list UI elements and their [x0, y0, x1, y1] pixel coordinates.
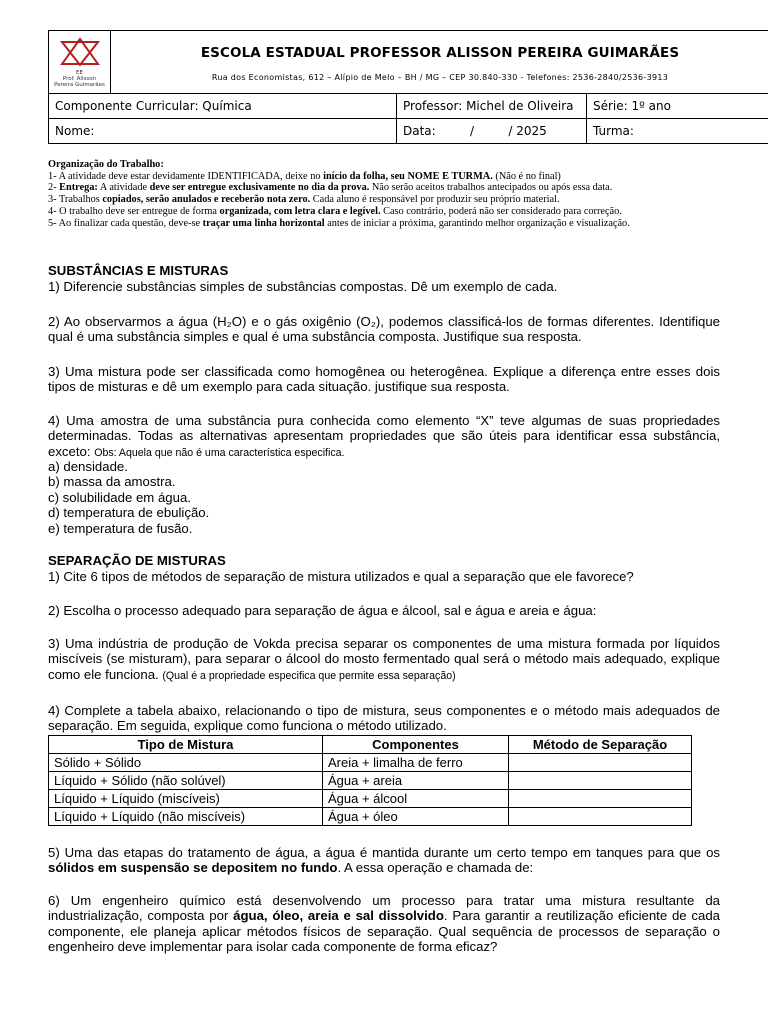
question-2-3: 3) Uma indústria de produção de Vokda precisa separar os componentes de uma mistura formada por líquidos miscíveis (se misturam), para separar o álcool do mosto fermentado qual será o método mais adequado, explique como ele funciona. (Qual é a propriedade especifica que permite essa separação) — [48, 636, 720, 682]
table-cell: Líquido + Sólido (não solúvel) — [49, 772, 323, 790]
org-rule-3: 3- Trabalhos copiados, serão anulados e receberão nota zero. Cada aluno é responsável por produzir seu próprio material. — [48, 194, 560, 206]
school-logo — [49, 31, 111, 94]
org-rule-4: 4- O trabalho deve ser entregue de forma organizada, com letra clara e legível. Caso contrário, poderá não ser considerado para correção. — [48, 205, 622, 217]
table-row — [49, 790, 692, 808]
logo-line-1: EE — [76, 69, 83, 76]
table-cell: Água + álcool — [323, 790, 509, 808]
section-title-substances: SUBSTÂNCIAS E MISTURAS — [48, 263, 229, 278]
table-header: Componentes — [323, 736, 509, 754]
org-rule-2: 2- Entrega: A atividade deve ser entregue exclusivamente no dia da prova. Não serão aceitos trabalhos antecipados ou após essa data. — [48, 182, 613, 194]
class-field[interactable]: Turma: — [587, 119, 768, 144]
logo-line-2: Prof. Alisson — [62, 75, 97, 82]
name-field[interactable]: Nome: — [49, 119, 397, 144]
option-a: a) densidade. — [48, 459, 128, 474]
question-1-1: 1) Diferencie substâncias simples de substâncias compostas. Dê um exemplo de cada. — [48, 279, 558, 294]
table-cell: Água + areia — [323, 772, 509, 790]
table-answer-cell[interactable] — [509, 772, 692, 790]
grade-field: Série: 1º ano — [587, 94, 768, 119]
question-1-4-obs: Obs: Aquela que não é uma característica especifica. — [94, 446, 345, 459]
table-row — [49, 772, 692, 790]
org-rule-5: 5- Ao finalizar cada questão, deve-se traçar uma linha horizontal antes de iniciar a próxima, garantindo melhor organização e visualização. — [48, 217, 630, 229]
option-b: b) massa da amostra. — [48, 474, 176, 489]
header-table — [48, 30, 768, 144]
org-rule-1: 1- A atividade deve estar devidamente IDENTIFICADA, deixe no início da folha, seu NOME E TURMA. (Não é no final) — [48, 170, 561, 182]
school-address: Rua dos Economistas, 612 – Alípio de Melo – BH / MG – CEP 30.840-330 - Telefones: 2536-2840/2536-3913 — [211, 72, 669, 82]
section-title-separation: SEPARAÇÃO DE MISTURAS — [48, 553, 226, 568]
question-2-6: 6) Um engenheiro químico está desenvolvendo um processo para tratar uma mistura resultante da industrialização, composta por água, óleo, areia e sal dissolvido. Para garantir a reutilização eficiente de cada componente, ele planeja aplicar métodos físicos de separação. Qual sequência de processos de separação o engenheiro deve implementar para isolar cada componente de forma eficaz? — [48, 893, 720, 955]
logo-star-icon — [56, 37, 104, 67]
table-answer-cell[interactable] — [509, 808, 692, 826]
question-2-2: 2) Escolha o processo adequado para separação de água e álcool, sal e água e areia e água: — [48, 603, 597, 618]
option-c: c) solubilidade em água. — [48, 490, 191, 505]
table-row — [49, 808, 692, 826]
table-header-row — [49, 736, 692, 754]
table-cell: Água + óleo — [323, 808, 509, 826]
school-title-cell — [111, 31, 768, 94]
org-title: Organização do Trabalho: — [48, 159, 164, 170]
question-2-3-note: (Qual é a propriedade especifica que permite essa separação) — [162, 669, 456, 682]
question-2-5: 5) Uma das etapas do tratamento de água, a água é mantida durante um certo tempo em tanques para que os sólidos em suspensão se depositem no fundo. A essa operação e chamada de: — [48, 845, 720, 876]
question-2-4: 4) Complete a tabela abaixo, relacionando o tipo de mistura, seus componentes e o método mais adequados de separação. Em seguida, explique como funciona o método utilizado. — [48, 703, 720, 734]
table-cell: Líquido + Líquido (miscíveis) — [49, 790, 323, 808]
question-1-3: 3) Uma mistura pode ser classificada como homogênea ou heterogênea. Explique a diferença entre esses dois tipos de misturas e dê um exemplo para cada situação. justifique sua resposta. — [48, 364, 720, 395]
table-header: Método de Separação — [509, 736, 692, 754]
logo-line-3: Pereira Guimarães — [54, 81, 105, 88]
table-row — [49, 754, 692, 772]
option-e: e) temperatura de fusão. — [48, 521, 193, 536]
question-1-2: 2) Ao observarmos a água (H₂O) e o gás oxigênio (O₂), podemos classificá-los de formas diferentes. Identifique qual é uma substância simples e qual é uma substância composta. Justifique sua resposta. — [48, 314, 720, 345]
school-name: ESCOLA ESTADUAL PROFESSOR ALISSON PEREIRA GUIMARÃES — [200, 44, 680, 61]
table-header: Tipo de Mistura — [49, 736, 323, 754]
table-cell: Sólido + Sólido — [49, 754, 323, 772]
table-answer-cell[interactable] — [509, 754, 692, 772]
teacher-field: Professor: Michel de Oliveira — [397, 94, 587, 119]
option-d: d) temperatura de ebulição. — [48, 505, 210, 520]
question-2-1: 1) Cite 6 tipos de métodos de separação de mistura utilizados e qual a separação que ele favorece? — [48, 569, 634, 584]
component-field: Componente Curricular: Química — [49, 94, 397, 119]
table-answer-cell[interactable] — [509, 790, 692, 808]
date-field[interactable]: Data: / / 2025 — [397, 119, 587, 144]
separation-table — [48, 735, 692, 826]
question-1-4: 4) Uma amostra de uma substância pura conhecida como elemento “X” teve algumas de suas propriedades determinadas. Todas as alternativas apresentam propriedades que são úteis para identificar essa substância, exceto: Obs: Aquela que não é uma característica especifica. — [48, 413, 720, 459]
table-cell: Areia + limalha de ferro — [323, 754, 509, 772]
work-organization — [48, 159, 748, 229]
table-cell: Líquido + Líquido (não miscíveis) — [49, 808, 323, 826]
